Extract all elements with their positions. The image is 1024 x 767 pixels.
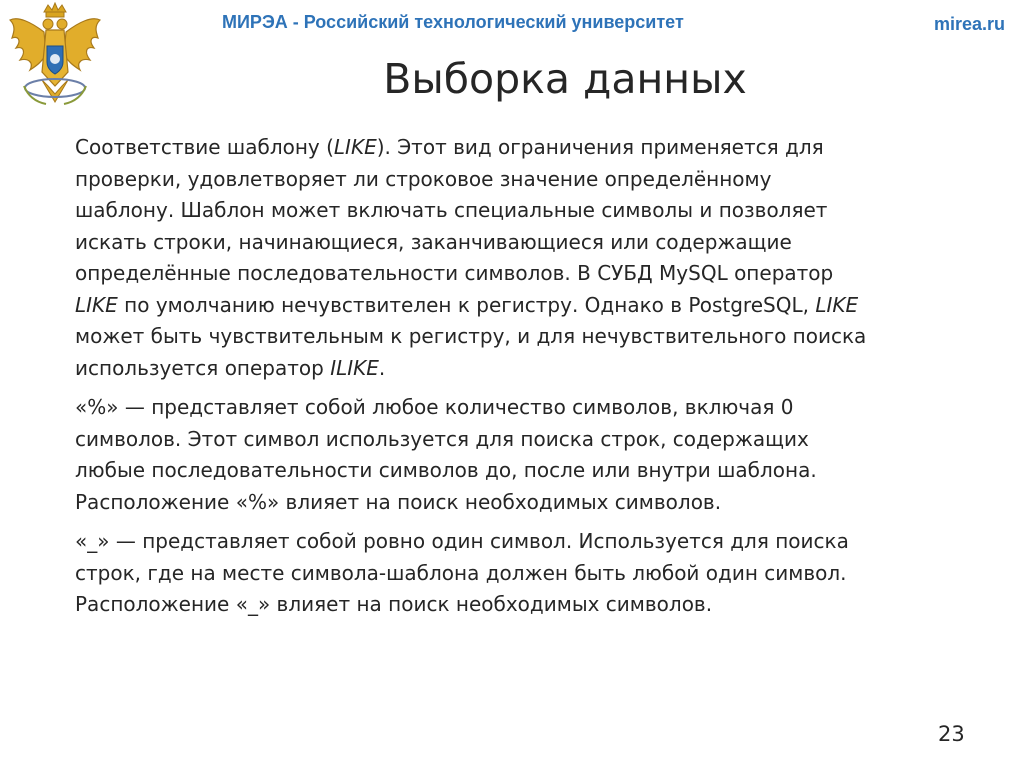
university-name: МИРЭА - Российский технологический университет (222, 12, 684, 32)
text-line: Расположение «_» влияет на поиск необходимых символов. (75, 592, 713, 616)
text-span: используется оператор (75, 355, 331, 380)
site-link[interactable]: mirea.ru (933, 14, 1005, 34)
paragraph-underscore (75, 526, 975, 621)
text-span: . (378, 355, 386, 380)
code-term: LIKE (333, 135, 377, 159)
text-line: искать строки, начинающиеся, заканчивающиеся или содержащие (75, 229, 792, 254)
text-line: «_» — представляет собой ровно один символ. Используется для поиска (75, 529, 849, 553)
paragraph-percent (75, 392, 975, 518)
text-span: по умолчанию нечувствителен к регистру. Однако в PostgreSQL, (117, 292, 816, 317)
text-line: может быть чувствительным к регистру, и для нечувствительного поиска (75, 324, 867, 348)
text-line: любые последовательности символов до, после или внутри шаблона. (75, 458, 817, 482)
page-number: 23 (938, 722, 965, 746)
code-term: LIKE (75, 292, 118, 317)
text-span: Соответствие шаблону ( (75, 135, 334, 159)
code-term: LIKE (815, 292, 859, 317)
text-line: шаблону. Шаблон может включать специальные символы и позволяет (75, 198, 828, 222)
text-line: «%» — представляет собой любое количество символов, включая 0 (75, 395, 794, 419)
text-line: символов. Этот символ используется для поиска строк, содержащих (75, 426, 809, 451)
slide-body (75, 132, 975, 621)
text-line: проверки, удовлетворяет ли строковое значение определённому (75, 166, 772, 191)
paragraph-like (75, 132, 975, 384)
slide-title: Выборка данных (383, 55, 747, 103)
text-line: определённые последовательности символов. В СУБД MySQL оператор (75, 261, 834, 285)
code-term: ILIKE (330, 355, 379, 380)
text-span: ). Этот вид ограничения применяется для (376, 135, 824, 159)
text-line: Расположение «%» влияет на поиск необходимых символов. (75, 489, 722, 514)
text-line: строк, где на месте символа-шаблона должен быть любой один символ. (75, 560, 847, 585)
